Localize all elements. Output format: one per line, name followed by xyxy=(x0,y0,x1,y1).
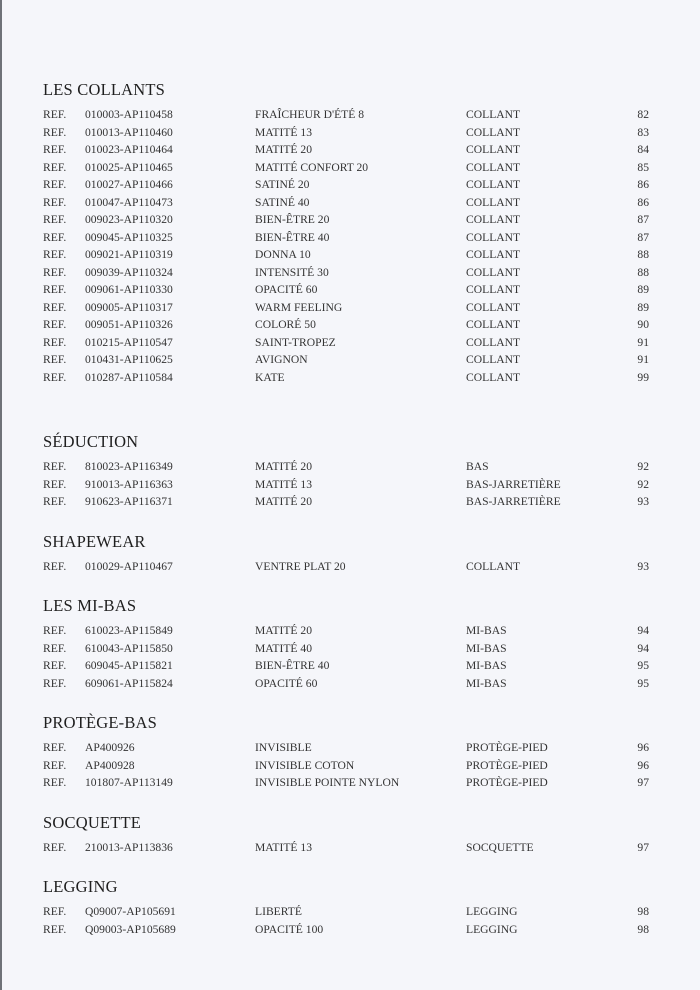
ref-label: REF. xyxy=(43,559,67,573)
section xyxy=(43,432,649,511)
reference-code: 009023-AP110320 xyxy=(85,213,173,227)
ref-label: REF. xyxy=(43,213,67,227)
table-row xyxy=(43,903,649,921)
table-row xyxy=(43,159,649,177)
section-title: LES MI-BAS xyxy=(43,596,137,615)
ref-label: REF. xyxy=(43,160,67,174)
page-number: 94 xyxy=(637,624,649,638)
ref-label: REF. xyxy=(43,143,67,157)
product-name: MATITÉ 13 xyxy=(255,477,312,491)
product-type: COLLANT xyxy=(466,318,521,332)
product-name: OPACITÉ 60 xyxy=(255,283,318,297)
page-number: 95 xyxy=(637,676,649,690)
product-type: COLLANT xyxy=(466,370,521,384)
product-type: COLLANT xyxy=(466,283,521,297)
product-name: MATITÉ CONFORT 20 xyxy=(255,160,369,174)
product-type: COLLANT xyxy=(466,160,521,174)
product-type: COLLANT xyxy=(466,178,521,192)
catalog-index xyxy=(43,59,649,938)
product-name: AVIGNON xyxy=(255,353,308,367)
ref-label: REF. xyxy=(43,776,67,790)
ref-label: REF. xyxy=(43,265,67,279)
page-number: 99 xyxy=(637,370,649,384)
ref-label: REF. xyxy=(43,125,67,139)
reference-code: 009005-AP110317 xyxy=(85,300,173,314)
reference-code: AP400928 xyxy=(85,758,135,772)
page-number: 94 xyxy=(637,641,649,655)
product-name: INTENSITÉ 30 xyxy=(255,265,329,279)
product-type: BAS-JARRETIÈRE xyxy=(466,495,561,509)
reference-code: 810023-AP116349 xyxy=(85,460,173,474)
reference-code: 009061-AP110330 xyxy=(85,283,173,297)
table-row xyxy=(43,739,649,757)
product-name: WARM FEELING xyxy=(255,300,343,314)
page-number: 92 xyxy=(637,460,649,474)
reference-code: 009039-AP110324 xyxy=(85,265,173,279)
page-number: 91 xyxy=(637,353,649,367)
ref-label: REF. xyxy=(43,840,67,854)
page-number: 97 xyxy=(637,840,649,854)
page-number: 90 xyxy=(637,318,649,332)
product-type: PROTÈGE-PIED xyxy=(466,776,548,790)
product-type: SOCQUETTE xyxy=(466,840,534,854)
reference-code: 010013-AP110460 xyxy=(85,125,173,139)
table-row xyxy=(43,558,649,576)
table-row xyxy=(43,675,649,693)
page-number: 93 xyxy=(637,495,649,509)
reference-code: 010029-AP110467 xyxy=(85,559,173,573)
table-row xyxy=(43,211,649,229)
table-row xyxy=(43,141,649,159)
ref-label: REF. xyxy=(43,353,67,367)
reference-code: 010215-AP110547 xyxy=(85,335,173,349)
ref-label: REF. xyxy=(43,195,67,209)
table-row xyxy=(43,281,649,299)
reference-code: 101807-AP113149 xyxy=(85,776,173,790)
page-number: 95 xyxy=(637,659,649,673)
ref-label: REF. xyxy=(43,460,67,474)
reference-code: 010287-AP110584 xyxy=(85,370,173,384)
page-number: 96 xyxy=(637,741,649,755)
product-type: COLLANT xyxy=(466,335,521,349)
section xyxy=(43,596,649,692)
ref-label: REF. xyxy=(43,624,67,638)
page-number: 98 xyxy=(637,905,649,919)
page-number: 86 xyxy=(637,178,649,192)
product-type: COLLANT xyxy=(466,559,521,573)
table-row xyxy=(43,921,649,939)
left-edge-rule xyxy=(0,0,2,990)
product-name: OPACITÉ 60 xyxy=(255,676,318,690)
table-row xyxy=(43,316,649,334)
page-number: 89 xyxy=(637,300,649,314)
product-type: PROTÈGE-PIED xyxy=(466,758,548,772)
product-type: PROTÈGE-PIED xyxy=(466,741,548,755)
product-type: BAS xyxy=(466,460,489,474)
page-number: 92 xyxy=(637,477,649,491)
section-title: SHAPEWEAR xyxy=(43,531,146,551)
table-row xyxy=(43,124,649,142)
page-number: 88 xyxy=(637,248,649,262)
table-row xyxy=(43,264,649,282)
table-row xyxy=(43,176,649,194)
section xyxy=(43,813,649,857)
page-number: 91 xyxy=(637,335,649,349)
product-type: LEGGING xyxy=(466,905,518,919)
reference-code: Q09007-AP105691 xyxy=(85,905,176,919)
reference-code: AP400926 xyxy=(85,741,135,755)
table-row xyxy=(43,229,649,247)
table-row xyxy=(43,839,649,857)
product-type: MI-BAS xyxy=(466,624,507,638)
table-row xyxy=(43,351,649,369)
product-type: MI-BAS xyxy=(466,676,507,690)
reference-code: 610023-AP115849 xyxy=(85,624,173,638)
section-title: PROTÈGE-BAS xyxy=(43,713,158,732)
section xyxy=(43,80,649,386)
product-type: COLLANT xyxy=(466,143,521,157)
ref-label: REF. xyxy=(43,283,67,297)
product-type: MI-BAS xyxy=(466,641,507,655)
reference-code: 010027-AP110466 xyxy=(85,178,173,192)
page-number: 89 xyxy=(637,283,649,297)
ref-label: REF. xyxy=(43,495,67,509)
product-name: VENTRE PLAT 20 xyxy=(255,559,346,573)
product-type: COLLANT xyxy=(466,125,521,139)
page-number: 97 xyxy=(637,776,649,790)
table-row xyxy=(43,757,649,775)
page-number: 87 xyxy=(637,230,649,244)
page-number: 88 xyxy=(637,265,649,279)
product-name: INVISIBLE xyxy=(255,741,312,755)
product-name: BIEN-ÊTRE 20 xyxy=(255,213,330,227)
product-name: MATITÉ 13 xyxy=(255,840,312,854)
product-name: FRAÎCHEUR D'ÉTÉ 8 xyxy=(255,108,365,122)
table-row xyxy=(43,334,649,352)
reference-code: 010023-AP110464 xyxy=(85,143,173,157)
table-row xyxy=(43,458,649,476)
reference-code: 010047-AP110473 xyxy=(85,195,173,209)
reference-code: 010003-AP110458 xyxy=(85,108,173,122)
page-number: 87 xyxy=(637,213,649,227)
table-row xyxy=(43,246,649,264)
product-name: OPACITÉ 100 xyxy=(255,922,324,936)
product-type: BAS-JARRETIÈRE xyxy=(466,477,561,491)
section xyxy=(43,713,649,792)
product-name: BIEN-ÊTRE 40 xyxy=(255,659,330,673)
product-name: MATITÉ 20 xyxy=(255,624,312,638)
product-name: INVISIBLE COTON xyxy=(255,758,355,772)
ref-label: REF. xyxy=(43,741,67,755)
product-name: MATITÉ 40 xyxy=(255,641,312,655)
product-type: COLLANT xyxy=(466,353,521,367)
reference-code: 210013-AP113836 xyxy=(85,840,173,854)
ref-label: REF. xyxy=(43,300,67,314)
product-name: COLORÉ 50 xyxy=(255,318,316,332)
page-number: 85 xyxy=(637,160,649,174)
table-row xyxy=(43,369,649,387)
ref-label: REF. xyxy=(43,335,67,349)
product-type: COLLANT xyxy=(466,213,521,227)
reference-code: 009051-AP110326 xyxy=(85,318,173,332)
table-row xyxy=(43,622,649,640)
product-name: MATITÉ 13 xyxy=(255,125,312,139)
table-row xyxy=(43,657,649,675)
product-name: BIEN-ÊTRE 40 xyxy=(255,230,330,244)
ref-label: REF. xyxy=(43,477,67,491)
page-number: 98 xyxy=(637,922,649,936)
reference-code: Q09003-AP105689 xyxy=(85,922,176,936)
product-type: COLLANT xyxy=(466,230,521,244)
product-name: MATITÉ 20 xyxy=(255,143,312,157)
product-type: COLLANT xyxy=(466,265,521,279)
page-number: 96 xyxy=(637,758,649,772)
table-row xyxy=(43,106,649,124)
table-row xyxy=(43,299,649,317)
ref-label: REF. xyxy=(43,108,67,122)
ref-label: REF. xyxy=(43,230,67,244)
ref-label: REF. xyxy=(43,248,67,262)
section-title: LEGGING xyxy=(43,877,118,896)
reference-code: 610043-AP115850 xyxy=(85,641,173,655)
reference-code: 010025-AP110465 xyxy=(85,160,173,174)
table-row xyxy=(43,476,649,494)
section xyxy=(43,532,649,576)
section-title: LES COLLANTS xyxy=(43,80,166,99)
table-row xyxy=(43,640,649,658)
page-number: 82 xyxy=(637,108,649,122)
product-type: COLLANT xyxy=(466,108,521,122)
product-type: COLLANT xyxy=(466,195,521,209)
ref-label: REF. xyxy=(43,905,67,919)
ref-label: REF. xyxy=(43,758,67,772)
product-name: DONNA 10 xyxy=(255,248,311,262)
product-type: COLLANT xyxy=(466,300,521,314)
reference-code: 609061-AP115824 xyxy=(85,676,173,690)
product-name: MATITÉ 20 xyxy=(255,460,312,474)
reference-code: 910013-AP116363 xyxy=(85,477,173,491)
section xyxy=(43,877,649,938)
section-title: SOCQUETTE xyxy=(43,812,142,832)
product-name: SATINÉ 40 xyxy=(255,195,310,209)
reference-code: 609045-AP115821 xyxy=(85,659,173,673)
product-name: KATE xyxy=(255,370,285,384)
product-type: COLLANT xyxy=(466,248,521,262)
page-number: 86 xyxy=(637,195,649,209)
product-name: INVISIBLE POINTE NYLON xyxy=(255,776,400,790)
product-name: LIBERTÉ xyxy=(255,905,302,919)
ref-label: REF. xyxy=(43,318,67,332)
ref-label: REF. xyxy=(43,370,67,384)
ref-label: REF. xyxy=(43,178,67,192)
product-name: SAINT-TROPEZ xyxy=(255,335,336,349)
reference-code: 010431-AP110625 xyxy=(85,353,173,367)
ref-label: REF. xyxy=(43,922,67,936)
ref-label: REF. xyxy=(43,659,67,673)
table-row xyxy=(43,493,649,511)
product-type: MI-BAS xyxy=(466,659,507,673)
reference-code: 009021-AP110319 xyxy=(85,248,173,262)
page-number: 84 xyxy=(637,143,649,157)
product-name: MATITÉ 20 xyxy=(255,495,312,509)
ref-label: REF. xyxy=(43,676,67,690)
reference-code: 009045-AP110325 xyxy=(85,230,173,244)
ref-label: REF. xyxy=(43,641,67,655)
page-number: 83 xyxy=(637,125,649,139)
page-number: 93 xyxy=(637,559,649,573)
reference-code: 910623-AP116371 xyxy=(85,495,173,509)
section-title: SÉDUCTION xyxy=(43,432,139,451)
product-type: LEGGING xyxy=(466,922,518,936)
table-row xyxy=(43,194,649,212)
table-row xyxy=(43,774,649,792)
product-name: SATINÉ 20 xyxy=(255,178,310,192)
